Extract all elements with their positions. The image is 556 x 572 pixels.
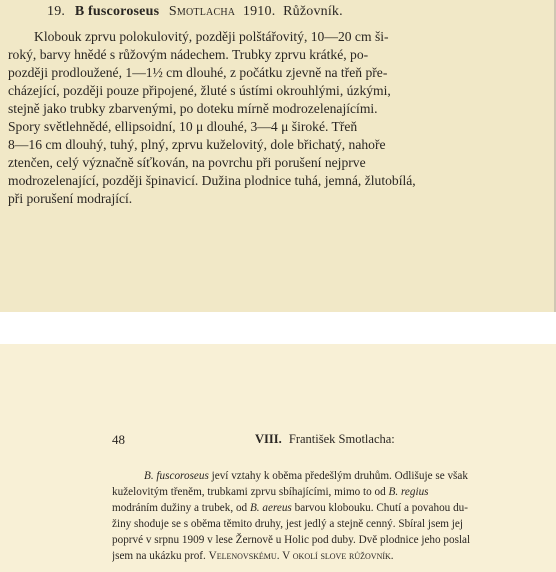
species-ref: B. aereus bbox=[249, 502, 292, 514]
line-text: barvou klobouku. Chutí a povahou du- bbox=[291, 502, 468, 514]
line-text: kuželovitým třeněm, trubkami zprvu sbíhajícími, mimo to od bbox=[112, 486, 389, 498]
text-line: poprvé v srpnu 1909 v lese Žernově u Holic pod duby. Dvě plodnice jeho poslal bbox=[112, 534, 471, 546]
species-ref: B. regius bbox=[388, 486, 429, 498]
text-line: 8—16 cm dlouhý, tuhý, plný, zprvu kuželovitý, dole břichatý, nahoře bbox=[8, 137, 386, 152]
species-year: 1910. bbox=[242, 4, 276, 19]
text-line: stejně jako trubky zbarvenými, po doteku mírně modrozelenajícími. bbox=[8, 101, 378, 116]
text-line: Klobouk zprvu polokulovitý, později polštářovitý, 10—20 cm ši- bbox=[34, 29, 389, 44]
line-text: modráním dužiny a trubek, od bbox=[112, 502, 250, 514]
running-head bbox=[255, 432, 395, 447]
bottom-page bbox=[0, 344, 556, 572]
line-text: jeví vztahy k oběma předešlým druhům. Odlišuje se však bbox=[208, 470, 468, 482]
text-line: modrozelenající, později špinavicí. Dužina plodnice tuhá, jemná, žlutobílá, bbox=[8, 173, 416, 188]
species-common-name: Růžovník. bbox=[283, 4, 343, 19]
person-name: Velenovskému. V okolí slove růžovník. bbox=[208, 550, 394, 562]
page-gap bbox=[0, 312, 556, 344]
species-name: B fuscoroseus bbox=[74, 4, 160, 19]
text-line: Spory světlehnědé, ellipsoidní, 10 μ dlouhé, 3—4 μ široké. Třeň bbox=[8, 119, 358, 134]
species-description bbox=[8, 28, 438, 208]
text-line bbox=[112, 468, 542, 484]
text-line bbox=[112, 500, 542, 516]
species-ref: B. fuscoroseus bbox=[144, 470, 209, 482]
text-line: později prodloužené, 1—1½ cm dlouhé, z počátku zjevně na třeň pře- bbox=[8, 65, 388, 80]
running-head-author: František Smotlacha: bbox=[288, 432, 395, 446]
text-line: roký, barvy hnědé s růžovým nádechem. Trubky zprvu krátké, po- bbox=[8, 47, 369, 62]
text-line: cházející, později pouze připojené, žluté s ústími okrouhlými, úzkými, bbox=[8, 83, 391, 98]
comparison-paragraph bbox=[112, 468, 542, 564]
text-line: při porušení modrající. bbox=[8, 191, 133, 206]
page-number: 48 bbox=[112, 432, 125, 447]
text-line bbox=[112, 484, 542, 500]
text-line: ztenčen, celý význačně síťkován, na povrchu při porušení nejprve bbox=[8, 155, 366, 170]
section-number: VIII. bbox=[255, 432, 282, 446]
species-number: 19. bbox=[47, 4, 66, 19]
species-heading bbox=[47, 4, 343, 20]
text-line: žiny shoduje se s oběma těmito druhy, jest jedlý a stejně cenný. Sbíral jsem jej bbox=[112, 518, 463, 530]
species-author: Smotlacha bbox=[168, 4, 236, 19]
text-line bbox=[112, 548, 542, 564]
line-text: jsem na ukázku prof. bbox=[112, 550, 209, 562]
